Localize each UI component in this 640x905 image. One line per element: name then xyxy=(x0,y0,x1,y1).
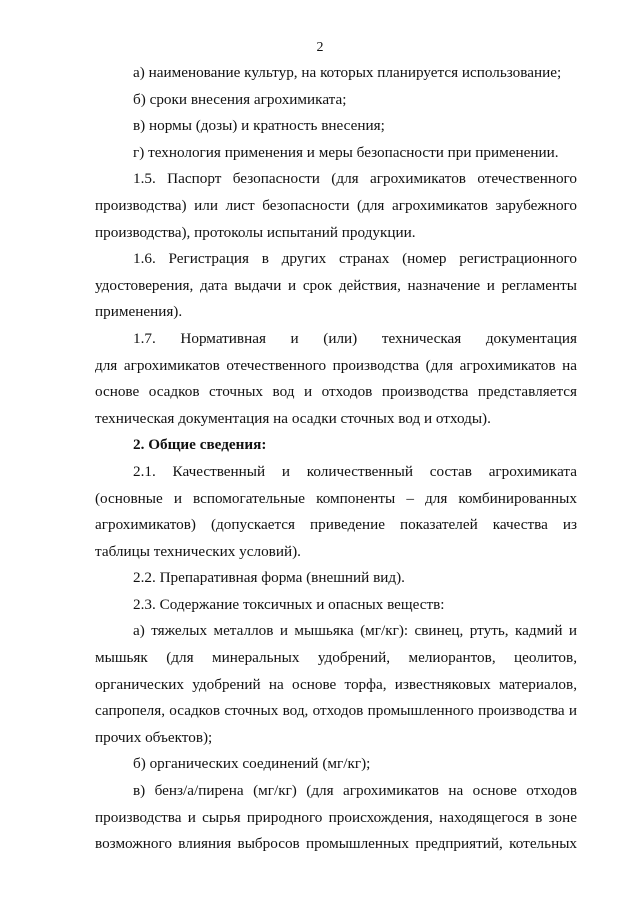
paragraph-item-a-crops: а) наименование культур, на которых планируется использование; xyxy=(133,64,562,81)
paragraph-item-1-6: 1.6. Регистрация в других странах (номер регистрационного удостоверения, дата выдачи и срок действия, назначение и регламенты применения). xyxy=(95,250,577,321)
paragraph-item-2-3-v: в) бенз/а/пирена (мг/кг) (для агрохимикатов на основе отходов производства и сырья природного происхождения, находящегося в зоне возможного влияния выбросов промышленных предприятий, котельных xyxy=(95,782,577,853)
section-heading-general-info: 2. Общие сведения: xyxy=(133,436,267,454)
paragraph-item-2-3-b: б) органических соединений (мг/кг); xyxy=(133,755,371,773)
paragraph-item-b-timing: б) сроки внесения агрохимиката; xyxy=(133,90,347,108)
paragraph-item-v-rates: в) нормы (дозы) и кратность внесения; xyxy=(133,117,385,135)
page-number: 2 xyxy=(316,40,324,55)
paragraph-item-2-1: 2.1. Качественный и количественный состав агрохимиката (основные и вспомогательные компоненты – для комбинированных агрохимикатов) (допускается приведение показателей качества из таблицы технических условий). xyxy=(95,462,577,560)
paragraph-item-2-2: 2.2. Препаративная форма (внешний вид). xyxy=(133,569,405,587)
paragraph-item-1-7-continuation: для агрохимикатов отечественного производства (для агрохимикатов на основе осадков сточных вод и отходов производства представляется техническая документация на осадки сточных вод и отходы). xyxy=(95,356,577,427)
paragraph-item-1-7-first-line: 1.7. Нормативная и (или) техническая документация xyxy=(133,329,577,347)
paragraph-item-g-technology: г) технология применения и меры безопасности при применении. xyxy=(133,143,559,161)
paragraph-item-2-3: 2.3. Содержание токсичных и опасных веществ: xyxy=(133,595,445,613)
paragraph-item-1-5: 1.5. Паспорт безопасности (для агрохимикатов отечественного производства) или лист безопасности (для агрохимикатов зарубежного производства), протоколы испытаний продукции. xyxy=(95,170,577,241)
paragraph-item-2-3-a: а) тяжелых металлов и мышьяка (мг/кг): свинец, ртуть, кадмий и мышьяк (для минеральных удобрений, мелиорантов, цеолитов, органических удобрений на основе торфа, известняковых материалов, сапропеля, осадков сточных вод, отходов промышленного производства и прочих объектов); xyxy=(95,622,577,746)
document-body xyxy=(95,60,577,858)
